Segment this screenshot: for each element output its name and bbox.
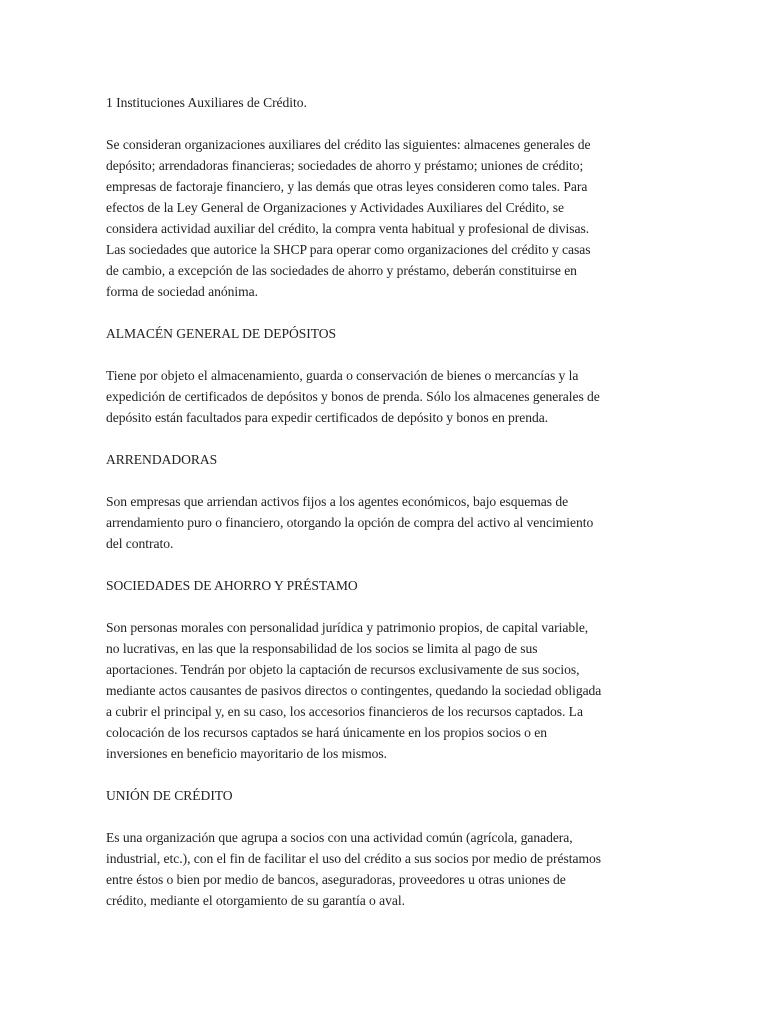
section-heading: ARRENDADORAS (106, 452, 218, 467)
paragraph-line: efectos de la Ley General de Organizaciones y Actividades Auxiliares del Crédito, se (106, 200, 564, 215)
section-paragraph (106, 491, 666, 554)
section-almacen (106, 323, 666, 428)
paragraph-line: Es una organización que agrupa a socios con una actividad común (agrícola, ganadera, (106, 830, 573, 845)
section-intro (106, 92, 666, 302)
paragraph-line: inversiones en beneficio mayoritario de los mismos. (106, 746, 387, 761)
paragraph-line: Se consideran organizaciones auxiliares del crédito las siguientes: almacenes generales de (106, 137, 591, 152)
paragraph-line: del contrato. (106, 536, 174, 551)
paragraph-line: de cambio, a excepción de las sociedades de ahorro y préstamo, deberán constituirse en (106, 263, 577, 278)
section-paragraph (106, 827, 666, 911)
paragraph-line: Las sociedades que autorice la SHCP para operar como organizaciones del crédito y casas (106, 242, 591, 257)
paragraph-line: no lucrativas, en las que la responsabilidad de los socios se limita al pago de sus (106, 641, 538, 656)
section-paragraph (106, 617, 666, 764)
paragraph-line: a cubrir el principal y, en su caso, los accesorios financieros de los recursos captados. La (106, 704, 583, 719)
paragraph-line: entre éstos o bien por medio de bancos, aseguradoras, proveedores u otras uniones de (106, 872, 566, 887)
paragraph-line: crédito, mediante el otorgamiento de su garantía o aval. (106, 893, 405, 908)
paragraph-line: expedición de certificados de depósitos y bonos de prenda. Sólo los almacenes generales de (106, 389, 600, 404)
paragraph-line: Tiene por objeto el almacenamiento, guarda o conservación de bienes o mercancías y la (106, 368, 579, 383)
section-arrendadoras (106, 449, 666, 554)
document-page (106, 92, 666, 911)
paragraph-line: Son personas morales con personalidad jurídica y patrimonio propios, de capital variable, (106, 620, 589, 635)
section-union-credito (106, 785, 666, 911)
paragraph-line: industrial, etc.), con el fin de facilitar el uso del crédito a sus socios por medio de préstamos (106, 851, 601, 866)
section-heading: UNIÓN DE CRÉDITO (106, 788, 233, 803)
section-paragraph (106, 365, 666, 428)
section-paragraph (106, 134, 666, 302)
section-heading: SOCIEDADES DE AHORRO Y PRÉSTAMO (106, 578, 358, 593)
section-heading: ALMACÉN GENERAL DE DEPÓSITOS (106, 326, 337, 341)
paragraph-line: depósito están facultados para expedir certificados de depósito y bonos en prenda. (106, 410, 549, 425)
paragraph-line: Son empresas que arriendan activos fijos a los agentes económicos, bajo esquemas de (106, 494, 569, 509)
paragraph-line: empresas de factoraje financiero, y las demás que otras leyes consideren como tales. Para (106, 179, 588, 194)
paragraph-line: forma de sociedad anónima. (106, 284, 258, 299)
paragraph-line: depósito; arrendadoras financieras; sociedades de ahorro y préstamo; uniones de crédito; (106, 158, 584, 173)
section-heading: 1 Instituciones Auxiliares de Crédito. (106, 95, 307, 110)
section-sociedades-ahorro (106, 575, 666, 764)
paragraph-line: mediante actos causantes de pasivos directos o contingentes, quedando la sociedad obligada (106, 683, 602, 698)
paragraph-line: aportaciones. Tendrán por objeto la captación de recursos exclusivamente de sus socios, (106, 662, 580, 677)
paragraph-line: considera actividad auxiliar del crédito, la compra venta habitual y profesional de divisas. (106, 221, 590, 236)
paragraph-line: arrendamiento puro o financiero, otorgando la opción de compra del activo al vencimiento (106, 515, 594, 530)
paragraph-line: colocación de los recursos captados se hará únicamente en los propios socios o en (106, 725, 548, 740)
